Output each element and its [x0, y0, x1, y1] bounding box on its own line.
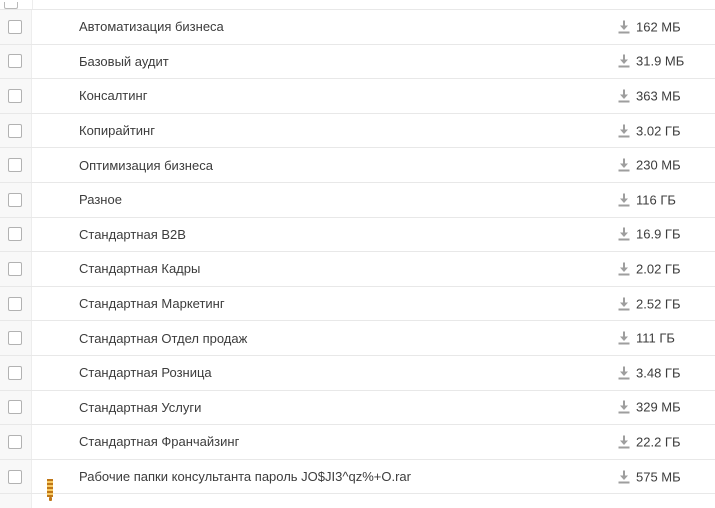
file-name[interactable]: Базовый аудит [79, 53, 169, 69]
file-name[interactable]: Консалтинг [79, 88, 148, 104]
file-name[interactable]: Автоматизация бизнеса [79, 19, 224, 35]
checkbox-column [0, 356, 32, 390]
partial-row-bottom [0, 494, 715, 508]
row-content [32, 148, 715, 182]
file-name[interactable]: Разное [79, 192, 122, 208]
checkbox-column [0, 252, 32, 286]
row-checkbox[interactable] [8, 54, 22, 68]
file-name[interactable]: Копирайтинг [79, 123, 155, 139]
row-checkbox[interactable] [8, 20, 22, 34]
file-row[interactable] [0, 10, 715, 45]
file-name[interactable]: Стандартная Услуги [79, 399, 202, 415]
file-row[interactable] [0, 218, 715, 253]
checkbox-column [0, 114, 32, 148]
download-icon[interactable] [618, 470, 630, 483]
file-name[interactable]: Стандартная Кадры [79, 261, 201, 277]
download-icon[interactable] [618, 332, 630, 345]
file-size: 575 МБ [636, 469, 681, 485]
row-checkbox[interactable] [8, 227, 22, 241]
download-icon[interactable] [618, 435, 630, 448]
row-content [32, 252, 715, 286]
file-name[interactable]: Стандартная B2B [79, 226, 186, 242]
row-checkbox[interactable] [8, 158, 22, 172]
download-icon[interactable] [618, 193, 630, 206]
file-size: 22.2 ГБ [636, 434, 681, 450]
file-size: 363 МБ [636, 88, 681, 104]
row-content [32, 218, 715, 252]
file-row[interactable] [0, 460, 715, 495]
file-row[interactable] [0, 45, 715, 80]
file-row[interactable] [0, 79, 715, 114]
file-list [0, 10, 715, 494]
checkbox-column [0, 460, 32, 494]
checkbox-column [0, 45, 32, 79]
checkbox-column [0, 218, 32, 252]
checkbox-column [0, 183, 32, 217]
row-content [32, 183, 715, 217]
file-size: 16.9 ГБ [636, 226, 681, 242]
file-size: 31.9 МБ [636, 53, 685, 69]
file-size: 111 ГБ [636, 330, 675, 346]
row-checkbox-partial[interactable] [4, 2, 18, 9]
file-size: 2.52 ГБ [636, 296, 681, 312]
file-name[interactable]: Рабочие папки консультанта пароль JO$JI3^qz%+O.rar [79, 469, 411, 485]
file-row[interactable] [0, 321, 715, 356]
row-checkbox[interactable] [8, 331, 22, 345]
file-size: 162 МБ [636, 19, 681, 35]
row-checkbox[interactable] [8, 89, 22, 103]
file-row[interactable] [0, 287, 715, 322]
row-checkbox[interactable] [8, 366, 22, 380]
checkbox-column [0, 391, 32, 425]
file-name[interactable]: Стандартная Франчайзинг [79, 434, 240, 450]
row-checkbox[interactable] [8, 297, 22, 311]
checkbox-column [0, 10, 32, 44]
row-content [32, 287, 715, 321]
row-content [32, 45, 715, 79]
row-checkbox[interactable] [8, 262, 22, 276]
row-content [32, 114, 715, 148]
download-icon[interactable] [618, 262, 630, 275]
row-content [32, 460, 715, 494]
checkbox-column [0, 321, 32, 355]
row-content [32, 494, 715, 508]
file-name[interactable]: Оптимизация бизнеса [79, 157, 213, 173]
file-row[interactable] [0, 356, 715, 391]
download-icon[interactable] [618, 89, 630, 102]
checkbox-column [0, 287, 32, 321]
row-content [32, 391, 715, 425]
file-size: 3.02 ГБ [636, 123, 681, 139]
download-icon[interactable] [618, 159, 630, 172]
download-icon[interactable] [618, 366, 630, 379]
row-checkbox[interactable] [8, 193, 22, 207]
file-row[interactable] [0, 391, 715, 426]
file-row[interactable] [0, 425, 715, 460]
file-name[interactable]: Стандартная Розница [79, 365, 212, 381]
row-checkbox[interactable] [8, 470, 22, 484]
download-icon[interactable] [618, 401, 630, 414]
row-content [32, 79, 715, 113]
file-size: 329 МБ [636, 399, 681, 415]
checkbox-column [0, 148, 32, 182]
row-content [32, 321, 715, 355]
row-content [32, 356, 715, 390]
file-size: 3.48 ГБ [636, 365, 681, 381]
checkbox-column [0, 494, 32, 508]
file-row[interactable] [0, 252, 715, 287]
file-row[interactable] [0, 114, 715, 149]
column-divider [32, 0, 33, 9]
file-row[interactable] [0, 148, 715, 183]
checkbox-column [0, 79, 32, 113]
file-size: 2.02 ГБ [636, 261, 681, 277]
download-icon[interactable] [618, 124, 630, 137]
file-name[interactable]: Стандартная Отдел продаж [79, 330, 248, 346]
download-icon[interactable] [618, 297, 630, 310]
row-checkbox[interactable] [8, 435, 22, 449]
row-content [32, 10, 715, 44]
download-icon[interactable] [618, 55, 630, 68]
partial-row-top [0, 0, 715, 10]
file-size: 116 ГБ [636, 192, 676, 208]
download-icon[interactable] [618, 228, 630, 241]
row-content [32, 425, 715, 459]
file-name[interactable]: Стандартная Маркетинг [79, 296, 225, 312]
row-checkbox[interactable] [8, 400, 22, 414]
file-row[interactable] [0, 183, 715, 218]
checkbox-column [0, 425, 32, 459]
row-checkbox[interactable] [8, 124, 22, 138]
download-icon[interactable] [618, 20, 630, 33]
file-size: 230 МБ [636, 157, 681, 173]
